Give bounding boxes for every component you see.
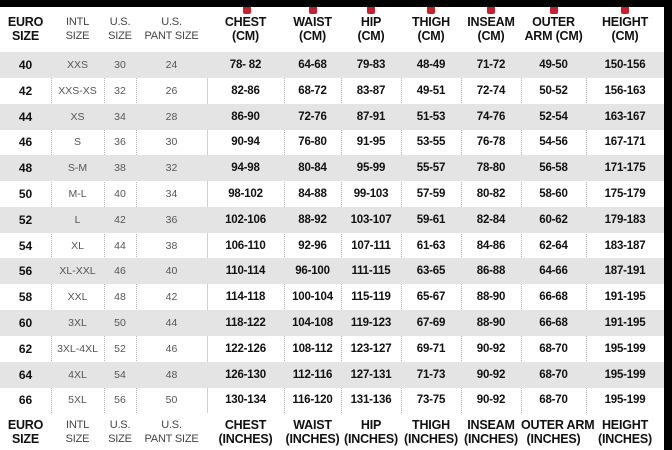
cell-thigh: 65-67 <box>416 291 446 304</box>
cell-chest: 114-118 <box>225 291 266 304</box>
cell-waist: 104-108 <box>292 317 333 329</box>
footer-outer-arm-inches: OUTER ARM (INCHES) <box>521 418 595 446</box>
cell-inseam: 88-90 <box>476 317 506 329</box>
cell-outer-arm: 62-64 <box>539 239 568 252</box>
cell-height: 191-195 <box>604 291 646 304</box>
footer-hip-inches: HIP (INCHES) <box>344 418 398 446</box>
cell-thigh: 55-57 <box>416 162 446 175</box>
cell-hip: 131-136 <box>350 394 392 407</box>
cell-euro-size: 56 <box>18 264 33 279</box>
table-row <box>0 207 664 233</box>
header-outer-arm-cm: OUTER ARM (CM) <box>524 15 583 43</box>
cell-outer-arm: 68-70 <box>539 394 568 407</box>
cell-intl-size: 3XL-4XL <box>57 342 98 355</box>
cell-us-pant-size: 36 <box>165 213 178 226</box>
right-border <box>664 0 672 450</box>
cell-outer-arm: 49-50 <box>539 59 568 71</box>
cell-waist: 92-96 <box>298 239 327 252</box>
footer-euro-size: EURO SIZE <box>7 418 44 446</box>
cell-thigh: 57-59 <box>416 188 446 200</box>
cell-inseam: 88-90 <box>476 291 506 304</box>
table-footer <box>0 413 664 450</box>
cell-us-pant-size: 30 <box>165 136 178 149</box>
cell-chest: 82-86 <box>231 84 260 97</box>
cell-waist: 112-116 <box>292 368 333 381</box>
table-row <box>0 362 664 388</box>
waist-icon <box>309 7 317 14</box>
cell-inseam: 90-92 <box>476 342 506 355</box>
cell-us-pant-size: 40 <box>165 265 178 278</box>
cell-inseam: 90-92 <box>476 368 506 381</box>
table-row <box>0 336 664 362</box>
cell-us-size: 48 <box>114 291 126 304</box>
cell-height: 171-175 <box>604 162 646 175</box>
cell-intl-size: L <box>74 213 81 226</box>
table-row <box>0 129 664 155</box>
table-row <box>0 181 664 207</box>
cell-euro-size: 64 <box>18 367 33 382</box>
cell-chest: 94-98 <box>231 162 260 175</box>
cell-hip: 111-115 <box>351 265 391 278</box>
cell-euro-size: 54 <box>18 238 33 253</box>
header-chest-cm: CHEST (CM) <box>224 15 267 43</box>
table-row <box>0 78 664 104</box>
cell-intl-size: XL-XXL <box>59 265 96 278</box>
cell-hip: 123-127 <box>350 342 392 355</box>
cell-chest: 126-130 <box>225 368 266 381</box>
cell-intl-size: S <box>73 136 81 149</box>
cell-height: 195-199 <box>604 394 646 407</box>
cell-us-pant-size: 50 <box>165 394 178 407</box>
cell-us-pant-size: 32 <box>165 162 178 175</box>
header-waist-cm: WAIST (CM) <box>293 15 332 43</box>
cell-height: 183-187 <box>604 239 646 252</box>
cell-outer-arm: 60-62 <box>539 213 568 226</box>
cell-intl-size: S-M <box>67 162 88 175</box>
hip-icon <box>367 7 375 14</box>
cell-inseam: 71-72 <box>476 59 506 71</box>
cell-intl-size: XXS <box>66 59 88 71</box>
cell-us-pant-size: 48 <box>165 368 178 381</box>
table-row <box>0 387 664 413</box>
cell-us-size: 36 <box>114 136 126 149</box>
cell-chest: 90-94 <box>231 136 260 149</box>
header-height-cm: HEIGHT (CM) <box>601 15 649 43</box>
cell-thigh: 67-69 <box>416 317 446 329</box>
cell-outer-arm: 50-52 <box>539 84 568 97</box>
footer-intl-size: INTL SIZE <box>65 419 90 445</box>
cell-intl-size: M-L <box>68 188 87 200</box>
cell-euro-size: 66 <box>18 393 33 408</box>
cell-inseam: 82-84 <box>476 213 506 226</box>
cell-euro-size: 52 <box>18 212 33 227</box>
cell-thigh: 71-73 <box>416 368 446 381</box>
cell-waist: 76-80 <box>298 136 327 149</box>
inseam-icon <box>487 7 495 14</box>
cell-intl-size: XXS-XS <box>58 84 97 97</box>
cell-us-size: 38 <box>114 162 126 175</box>
cell-inseam: 78-80 <box>476 162 506 175</box>
cell-outer-arm: 68-70 <box>539 342 568 355</box>
cell-height: 191-195 <box>604 317 646 329</box>
cell-inseam: 84-86 <box>476 239 506 252</box>
top-border <box>0 0 672 7</box>
height-icon <box>621 7 629 14</box>
cell-euro-size: 48 <box>18 161 33 176</box>
cell-outer-arm: 68-70 <box>539 368 568 381</box>
cell-chest: 78- 82 <box>229 59 262 71</box>
cell-intl-size: 3XL <box>68 317 87 329</box>
cell-waist: 108-112 <box>292 342 333 355</box>
cell-waist: 96-100 <box>295 265 330 278</box>
cell-euro-size: 62 <box>18 341 33 356</box>
cell-us-pant-size: 44 <box>165 317 178 329</box>
cell-intl-size: 5XL <box>68 394 87 407</box>
chest-icon <box>243 7 251 14</box>
cell-euro-size: 58 <box>18 290 33 305</box>
cell-intl-size: 4XL <box>68 368 87 381</box>
table-row <box>0 52 664 78</box>
cell-us-size: 52 <box>114 342 126 355</box>
cell-chest: 110-114 <box>225 265 266 278</box>
cell-us-pant-size: 34 <box>165 188 178 200</box>
header-us-size: U.S. SIZE <box>108 16 132 42</box>
cell-outer-arm: 66-68 <box>539 317 568 329</box>
footer-inseam-inches: INSEAM (INCHES) <box>464 418 518 446</box>
cell-thigh: 69-71 <box>416 342 446 355</box>
cell-chest: 130-134 <box>225 394 266 407</box>
cell-thigh: 59-61 <box>416 213 446 226</box>
table-row <box>0 104 664 130</box>
cell-waist: 88-92 <box>298 213 327 226</box>
cell-us-size: 42 <box>114 213 126 226</box>
cell-intl-size: XL <box>71 239 84 252</box>
cell-hip: 119-123 <box>350 317 392 329</box>
footer-chest-inches: CHEST (INCHES) <box>218 418 273 446</box>
footer-waist-inches: WAIST (INCHES) <box>285 418 340 446</box>
cell-hip: 115-119 <box>351 291 391 304</box>
cell-chest: 122-126 <box>225 342 266 355</box>
cell-hip: 83-87 <box>356 84 386 97</box>
cell-height: 195-199 <box>604 368 646 381</box>
cell-hip: 79-83 <box>356 59 386 71</box>
cell-us-size: 32 <box>114 84 126 97</box>
cell-waist: 64-68 <box>298 59 327 71</box>
cell-inseam: 86-88 <box>476 265 506 278</box>
cell-hip: 127-131 <box>350 368 392 381</box>
cell-euro-size: 42 <box>18 83 33 98</box>
cell-thigh: 63-65 <box>416 265 446 278</box>
thigh-icon <box>427 7 435 14</box>
cell-us-size: 44 <box>114 239 126 252</box>
cell-inseam: 72-74 <box>476 84 506 97</box>
cell-outer-arm: 64-66 <box>539 265 568 278</box>
cell-height: 195-199 <box>604 342 646 355</box>
cell-chest: 102-106 <box>225 213 266 226</box>
cell-chest: 106-110 <box>225 239 266 252</box>
cell-us-pant-size: 38 <box>165 239 178 252</box>
cell-us-size: 34 <box>114 110 126 123</box>
cell-height: 175-179 <box>604 188 646 200</box>
cell-hip: 87-91 <box>356 110 386 123</box>
cell-us-pant-size: 28 <box>165 110 178 123</box>
cell-chest: 98-102 <box>228 188 263 200</box>
cell-us-size: 54 <box>114 368 126 381</box>
table-row <box>0 233 664 259</box>
cell-waist: 80-84 <box>298 162 327 175</box>
cell-inseam: 90-92 <box>476 394 506 407</box>
cell-hip: 107-111 <box>351 239 391 252</box>
table-header <box>0 7 664 52</box>
cell-outer-arm: 52-54 <box>539 110 568 123</box>
cell-outer-arm: 56-58 <box>539 162 568 175</box>
header-inseam-cm: INSEAM (CM) <box>467 15 515 43</box>
cell-euro-size: 40 <box>18 58 33 72</box>
cell-us-size: 56 <box>114 394 126 407</box>
footer-us-pant-size: U.S. PANT SIZE <box>144 419 199 445</box>
header-thigh-cm: THIGH (CM) <box>412 15 450 43</box>
cell-inseam: 80-82 <box>476 188 506 200</box>
cell-hip: 91-95 <box>356 136 386 149</box>
cell-height: 167-171 <box>604 136 646 149</box>
table-row <box>0 310 664 336</box>
cell-thigh: 49-51 <box>416 84 446 97</box>
cell-outer-arm: 58-60 <box>539 188 568 200</box>
cell-thigh: 51-53 <box>416 110 446 123</box>
table-row <box>0 258 664 284</box>
cell-intl-size: XS <box>70 110 85 123</box>
cell-us-size: 50 <box>114 317 126 329</box>
cell-waist: 100-104 <box>292 291 333 304</box>
footer-us-size: U.S. SIZE <box>108 419 132 445</box>
cell-hip: 103-107 <box>350 213 392 226</box>
cell-chest: 118-122 <box>225 317 266 329</box>
outer-arm-icon <box>550 7 558 14</box>
cell-us-size: 30 <box>114 59 126 71</box>
cell-inseam: 76-78 <box>476 136 506 149</box>
cell-height: 187-191 <box>604 265 646 278</box>
cell-hip: 99-103 <box>353 188 389 200</box>
cell-height: 163-167 <box>604 110 646 123</box>
cell-thigh: 53-55 <box>416 136 446 149</box>
table-row <box>0 155 664 181</box>
cell-thigh: 73-75 <box>416 394 446 407</box>
table-row <box>0 284 664 310</box>
cell-thigh: 48-49 <box>416 59 446 71</box>
cell-waist: 84-88 <box>298 188 327 200</box>
cell-outer-arm: 66-68 <box>539 291 568 304</box>
header-intl-size: INTL SIZE <box>65 16 90 42</box>
cell-hip: 95-99 <box>356 162 386 175</box>
cell-us-pant-size: 26 <box>165 84 178 97</box>
cell-height: 156-163 <box>604 84 646 97</box>
cell-euro-size: 50 <box>18 187 33 201</box>
cell-waist: 116-120 <box>292 394 333 407</box>
cell-outer-arm: 54-56 <box>539 136 568 149</box>
cell-euro-size: 60 <box>18 316 33 330</box>
footer-thigh-inches: THIGH (INCHES) <box>404 418 458 446</box>
cell-waist: 68-72 <box>298 84 327 97</box>
cell-height: 150-156 <box>604 59 646 71</box>
cell-us-size: 40 <box>114 188 126 200</box>
cell-euro-size: 46 <box>18 135 33 150</box>
header-us-pant-size: U.S. PANT SIZE <box>144 16 199 42</box>
cell-us-size: 46 <box>114 265 126 278</box>
cell-us-pant-size: 42 <box>165 291 178 304</box>
cell-chest: 86-90 <box>231 110 260 123</box>
cell-us-pant-size: 46 <box>165 342 178 355</box>
cell-us-pant-size: 24 <box>165 59 178 71</box>
cell-inseam: 74-76 <box>476 110 506 123</box>
cell-euro-size: 44 <box>18 109 33 124</box>
cell-intl-size: XXL <box>67 291 88 304</box>
cell-height: 179-183 <box>604 213 646 226</box>
footer-height-inches: HEIGHT (INCHES) <box>598 418 652 446</box>
cell-thigh: 61-63 <box>416 239 446 252</box>
header-euro-size: EURO SIZE <box>7 15 44 43</box>
header-hip-cm: HIP (CM) <box>357 15 385 43</box>
cell-waist: 72-76 <box>298 110 327 123</box>
